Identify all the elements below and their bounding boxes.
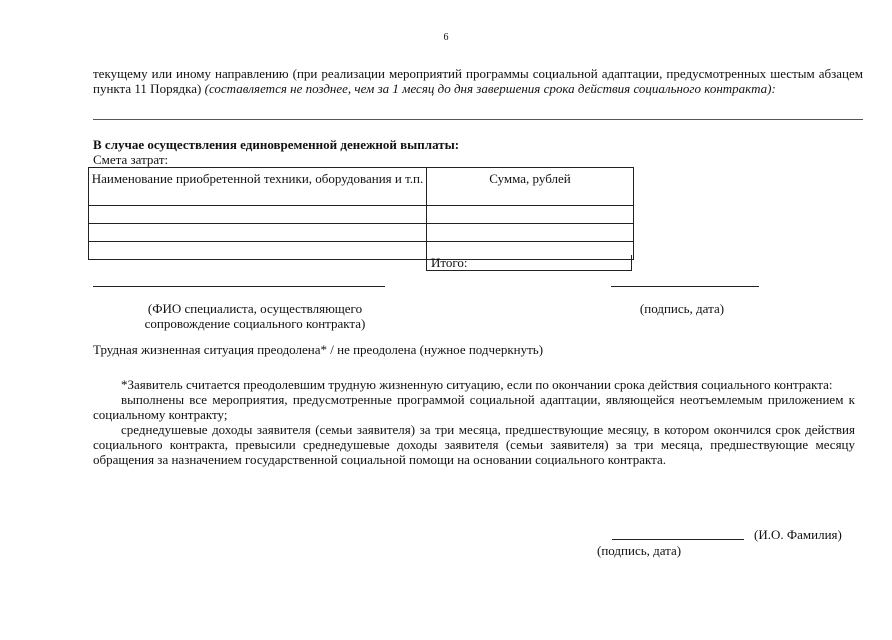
signer-name-caption: (И.О. Фамилия) [754,527,842,542]
signer-date-caption: (подпись, дата) [597,543,682,558]
footnote-p2: выполнены все мероприятия, предусмотренные программой социальной адаптации, являющейся неотъемлемым приложением к социальному контракту; [93,392,855,422]
situation-line: Трудная жизненная ситуация преодолена* / не преодолена (нужное подчеркнуть) [93,342,544,357]
signature-date-line [611,286,759,287]
signer-signature-line [612,539,744,540]
smeta-label: Смета затрат: [93,152,169,167]
footnote-p3: среднедушевые доходы заявителя (семьи заявителя) за три месяца, предшествующие месяцу, в котором окончился срок действия социального контракта, превысили среднедушевые доходы заявителя (семьи заявителя) за три месяца, предшествующие месяцу обращения за назначением государственной социальной помощи на основании социального контракта. [93,422,855,467]
footnote [93,377,855,467]
col-header-name: Наименование приобретенной техники, оборудования и т.п. [89,168,427,206]
table-row [89,206,634,224]
section-heading: В случае осуществления единовременной денежной выплаты: [93,137,460,152]
page-number: 6 [443,32,449,43]
table-cell[interactable] [89,224,427,242]
intro-paragraph [93,66,863,96]
table-cell[interactable] [89,206,427,224]
signature-date-caption: (подпись, дата) [639,301,725,316]
cost-estimate-table [88,167,634,260]
col-header-sum: Сумма, рублей [427,168,634,206]
table-cell[interactable] [427,206,634,224]
table-cell[interactable] [89,242,427,260]
table-header-row [89,168,634,206]
table-cell[interactable] [427,224,634,242]
footnote-p1: *Заявитель считается преодолевшим трудную жизненную ситуацию, если по окончании срока действия социального контракта: [121,377,833,392]
table-row [89,224,634,242]
intro-italic-note: (составляется не позднее, чем за 1 месяц до дня завершения срока действия социального контракта): [204,81,776,96]
total-cell: Итого: [426,255,632,271]
fill-line [93,119,863,120]
intro-text: текущему или иному направлению (при реализации мероприятий программы социальной адаптации, предусмотренных шестым абзацем пункта 11 Порядка) [93,66,863,96]
specialist-caption: (ФИО специалиста, осуществляющего сопровождение социального контракта) [144,301,366,331]
specialist-signature-line [93,286,385,287]
